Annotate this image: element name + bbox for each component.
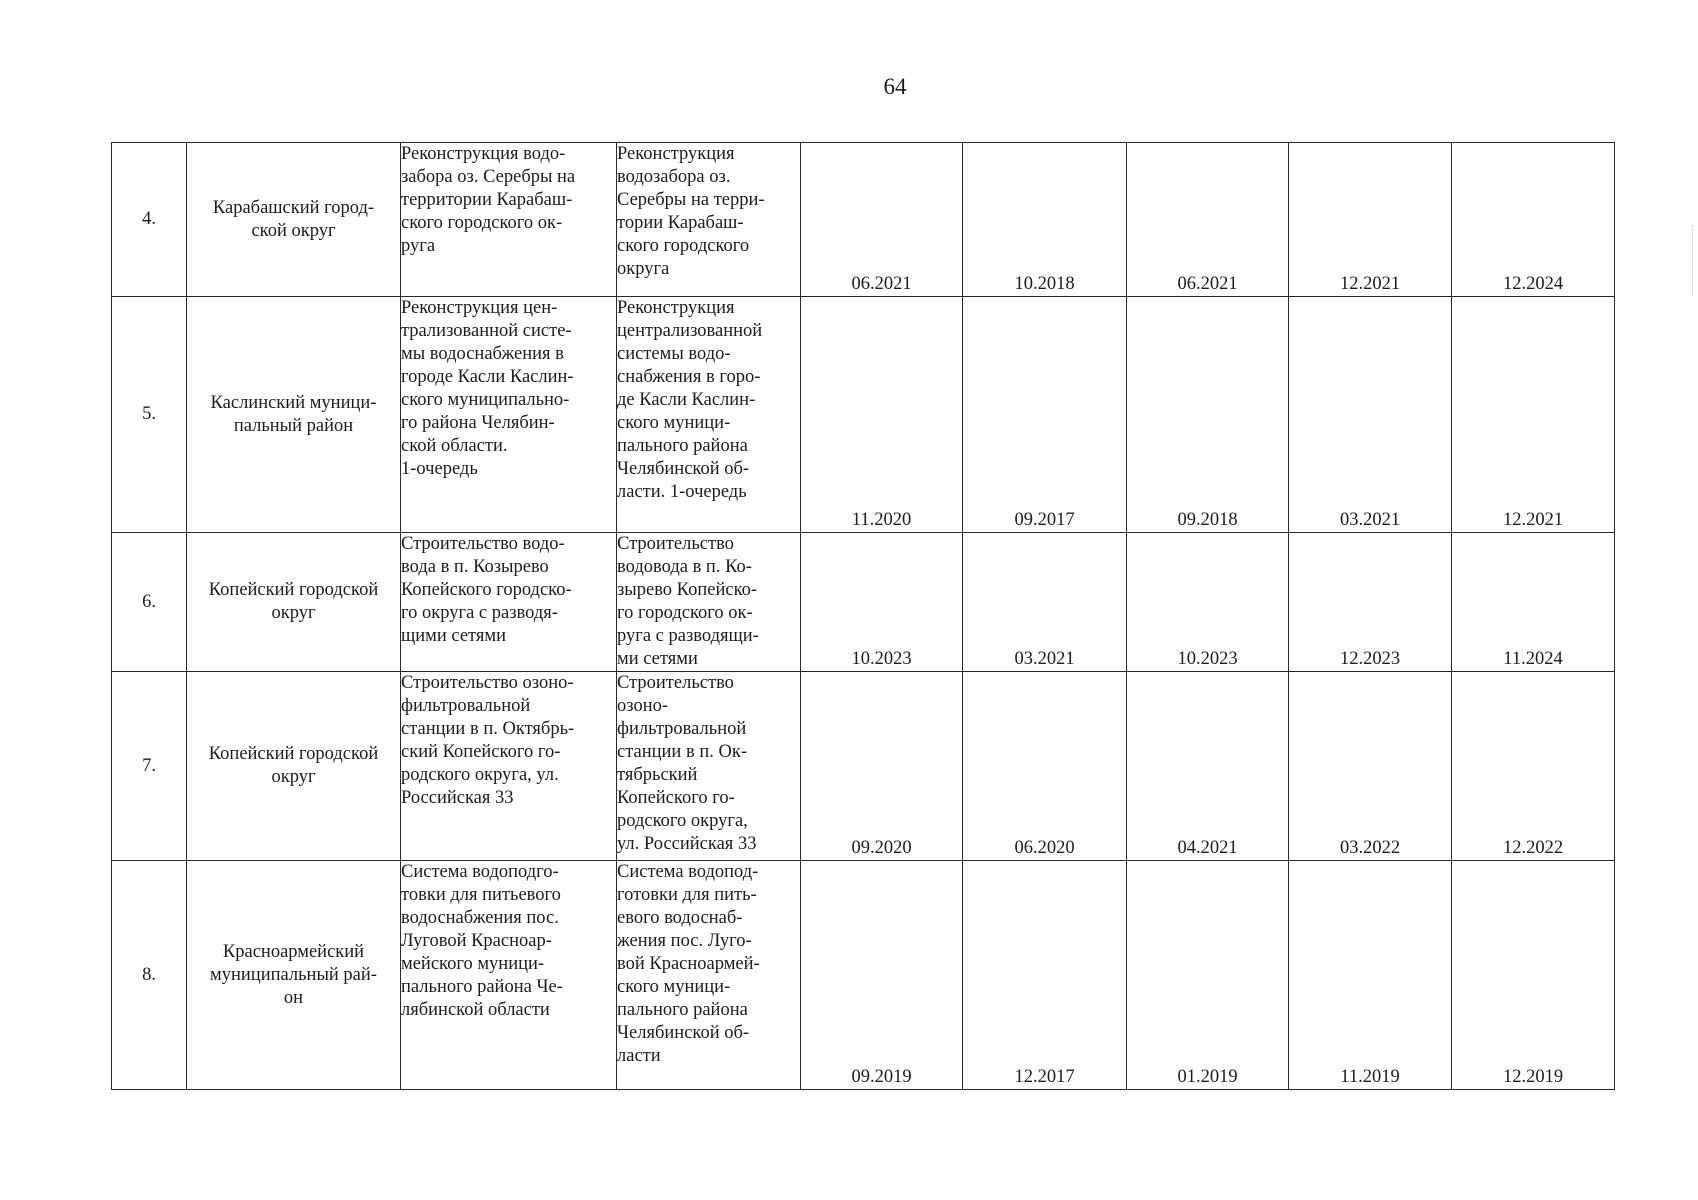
row-number: 8. bbox=[112, 861, 187, 1090]
table-row bbox=[112, 143, 1615, 297]
object-text: Система водоподго- товки для питьевого водоснабжения пос. Луговой Красноар- мейского муници- пального района Че- лябинской области bbox=[401, 862, 563, 1020]
object-cell bbox=[401, 861, 617, 1090]
municipality-cell bbox=[187, 143, 401, 297]
date-cell: 04.2021 bbox=[1127, 672, 1289, 861]
municipality-cell bbox=[187, 297, 401, 533]
municipality-text: Красноармейский муниципальный рай- он bbox=[210, 941, 377, 1008]
date-cell: 12.2023 bbox=[1289, 533, 1452, 672]
date-cell: 06.2021 bbox=[1127, 143, 1289, 297]
date-cell: 03.2021 bbox=[1289, 297, 1452, 533]
table-row bbox=[112, 533, 1615, 672]
municipality-cell bbox=[187, 672, 401, 861]
date-cell: 09.2017 bbox=[963, 297, 1127, 533]
date-cell: 03.2021 bbox=[963, 533, 1127, 672]
object-cell bbox=[401, 297, 617, 533]
municipality-cell bbox=[187, 533, 401, 672]
date-cell: 10.2018 bbox=[963, 143, 1127, 297]
table-row bbox=[112, 861, 1615, 1090]
date-cell: 11.2020 bbox=[801, 297, 963, 533]
object-text-2: Реконструкция централизованной системы водо- снабжения в горо- де Касли Каслин- ского муници- пального района Челябинской об- ласти. 1-очередь bbox=[617, 298, 763, 502]
date-cell: 09.2019 bbox=[801, 861, 963, 1090]
date-cell: 06.2021 bbox=[801, 143, 963, 297]
row-number: 4. bbox=[112, 143, 187, 297]
municipality-text: Каслинский муници- пальный район bbox=[210, 392, 377, 436]
row-number: 6. bbox=[112, 533, 187, 672]
table-row bbox=[112, 297, 1615, 533]
object-text-2: Строительство озоно- фильтровальной станции в п. Ок- тябрьский Копейского го- родского округа, ул. Российская 33 bbox=[617, 673, 757, 854]
object-text: Строительство водо- вода в п. Козырево Копейского городско- го округа с разводя- щими сетями bbox=[401, 534, 572, 646]
municipality-text: Копейский городской округ bbox=[208, 744, 379, 787]
municipality-cell bbox=[187, 861, 401, 1090]
object-cell-2 bbox=[617, 143, 801, 297]
date-cell: 06.2020 bbox=[963, 672, 1127, 861]
row-number: 7. bbox=[112, 672, 187, 861]
date-cell: 12.2021 bbox=[1289, 143, 1452, 297]
municipality-text: Копейский городской округ bbox=[208, 580, 379, 623]
date-cell: 11.2024 bbox=[1452, 533, 1615, 672]
object-cell-2 bbox=[617, 672, 801, 861]
date-cell: 12.2017 bbox=[963, 861, 1127, 1090]
date-cell: 12.2024 bbox=[1452, 143, 1615, 297]
date-cell: 12.2022 bbox=[1452, 672, 1615, 861]
object-text: Строительство озоно- фильтровальной станции в п. Октябрь- ский Копейского го- родского округа, ул. Российская 33 bbox=[401, 673, 575, 808]
date-cell: 10.2023 bbox=[801, 533, 963, 672]
date-cell: 03.2022 bbox=[1289, 672, 1452, 861]
object-cell-2 bbox=[617, 861, 801, 1090]
page-number: 64 bbox=[883, 74, 907, 99]
object-cell-2 bbox=[617, 533, 801, 672]
projects-table bbox=[111, 142, 1615, 1090]
object-cell bbox=[401, 672, 617, 861]
object-cell bbox=[401, 533, 617, 672]
row-number: 5. bbox=[112, 297, 187, 533]
date-cell: 09.2018 bbox=[1127, 297, 1289, 533]
table-row bbox=[112, 672, 1615, 861]
object-text: Реконструкция цен- трализованной систе- мы водоснабжения в городе Касли Каслин- ского муниципально- го района Челябин- ской области. 1-очередь bbox=[401, 298, 574, 479]
object-text-2: Реконструкция водозабора оз. Серебры на терри- тории Карабаш- ского городского округа bbox=[617, 144, 765, 279]
date-cell: 09.2020 bbox=[801, 672, 963, 861]
date-cell: 11.2019 bbox=[1289, 861, 1452, 1090]
date-cell: 12.2021 bbox=[1452, 297, 1615, 533]
object-text-2: Система водопод- готовки для пить- евого водоснаб- жения пос. Луго- вой Красноармей- ского муници- пального района Челябинской об- ласти bbox=[617, 862, 760, 1066]
date-cell: 10.2023 bbox=[1127, 533, 1289, 672]
object-cell-2 bbox=[617, 297, 801, 533]
object-text: Реконструкция водо- забора оз. Серебры на территории Карабаш- ского городского ок- руга bbox=[401, 144, 576, 256]
date-cell: 12.2019 bbox=[1452, 861, 1615, 1090]
municipality-text: Карабашский город- ской округ bbox=[212, 197, 375, 241]
date-cell: 01.2019 bbox=[1127, 861, 1289, 1090]
object-text-2: Строительство водовода в п. Ко- зырево Копейско- го городского ок- руга с разводящи- ми сетями bbox=[617, 534, 759, 669]
scan-margin-mark bbox=[1692, 225, 1695, 295]
object-cell bbox=[401, 143, 617, 297]
